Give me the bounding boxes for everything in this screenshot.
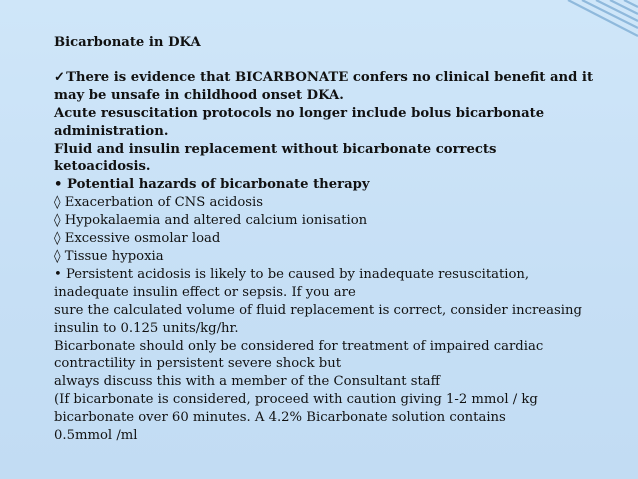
- hazard-item: ◊ Tissue hypoxia: [54, 248, 164, 264]
- body-line: bicarbonate over 60 minutes. A 4.2% Bicarbonate solution contains: [54, 410, 506, 426]
- body-line: insulin to 0.125 units/kg/hr.: [54, 320, 239, 336]
- slide-content: [54, 34, 614, 445]
- body-line: • Persistent acidosis is likely to be caused by inadequate resuscitation,: [54, 266, 530, 282]
- intro-line: Fluid and insulin replacement without bicarbonate corrects: [54, 141, 497, 157]
- body-line: always discuss this with a member of the Consultant staff: [54, 374, 440, 390]
- hazard-item: ◊ Exacerbation of CNS acidosis: [54, 195, 264, 211]
- body-line: Bicarbonate should only be considered for treatment of impaired cardiac: [54, 338, 544, 354]
- body-line: contractility in persistent severe shock but: [54, 356, 341, 372]
- hazards-heading: • Potential hazards of bicarbonate therapy: [54, 177, 370, 193]
- body-line: (If bicarbonate is considered, proceed with caution giving 1-2 mmol / kg: [54, 392, 538, 408]
- body-line: sure the calculated volume of fluid replacement is correct, consider increasing: [54, 302, 582, 318]
- hazard-item: ◊ Hypokalaemia and altered calcium ionisation: [54, 213, 368, 229]
- intro-line: administration.: [54, 123, 169, 139]
- body-line: inadequate insulin effect or sepsis. If you are: [54, 284, 356, 300]
- hazard-item: ◊ Excessive osmolar load: [54, 231, 221, 247]
- intro-line: may be unsafe in childhood onset DKA.: [54, 87, 344, 103]
- intro-line: ketoacidosis.: [54, 159, 151, 175]
- body-line: 0.5mmol /ml: [54, 428, 138, 444]
- slide-title: Bicarbonate in DKA: [54, 35, 201, 50]
- intro-line: Acute resuscitation protocols no longer include bolus bicarbonate: [54, 105, 545, 121]
- check-mark-icon: ✓: [54, 69, 66, 85]
- intro-line: ✓There is evidence that BICARBONATE confers no clinical benefit and it: [54, 69, 594, 85]
